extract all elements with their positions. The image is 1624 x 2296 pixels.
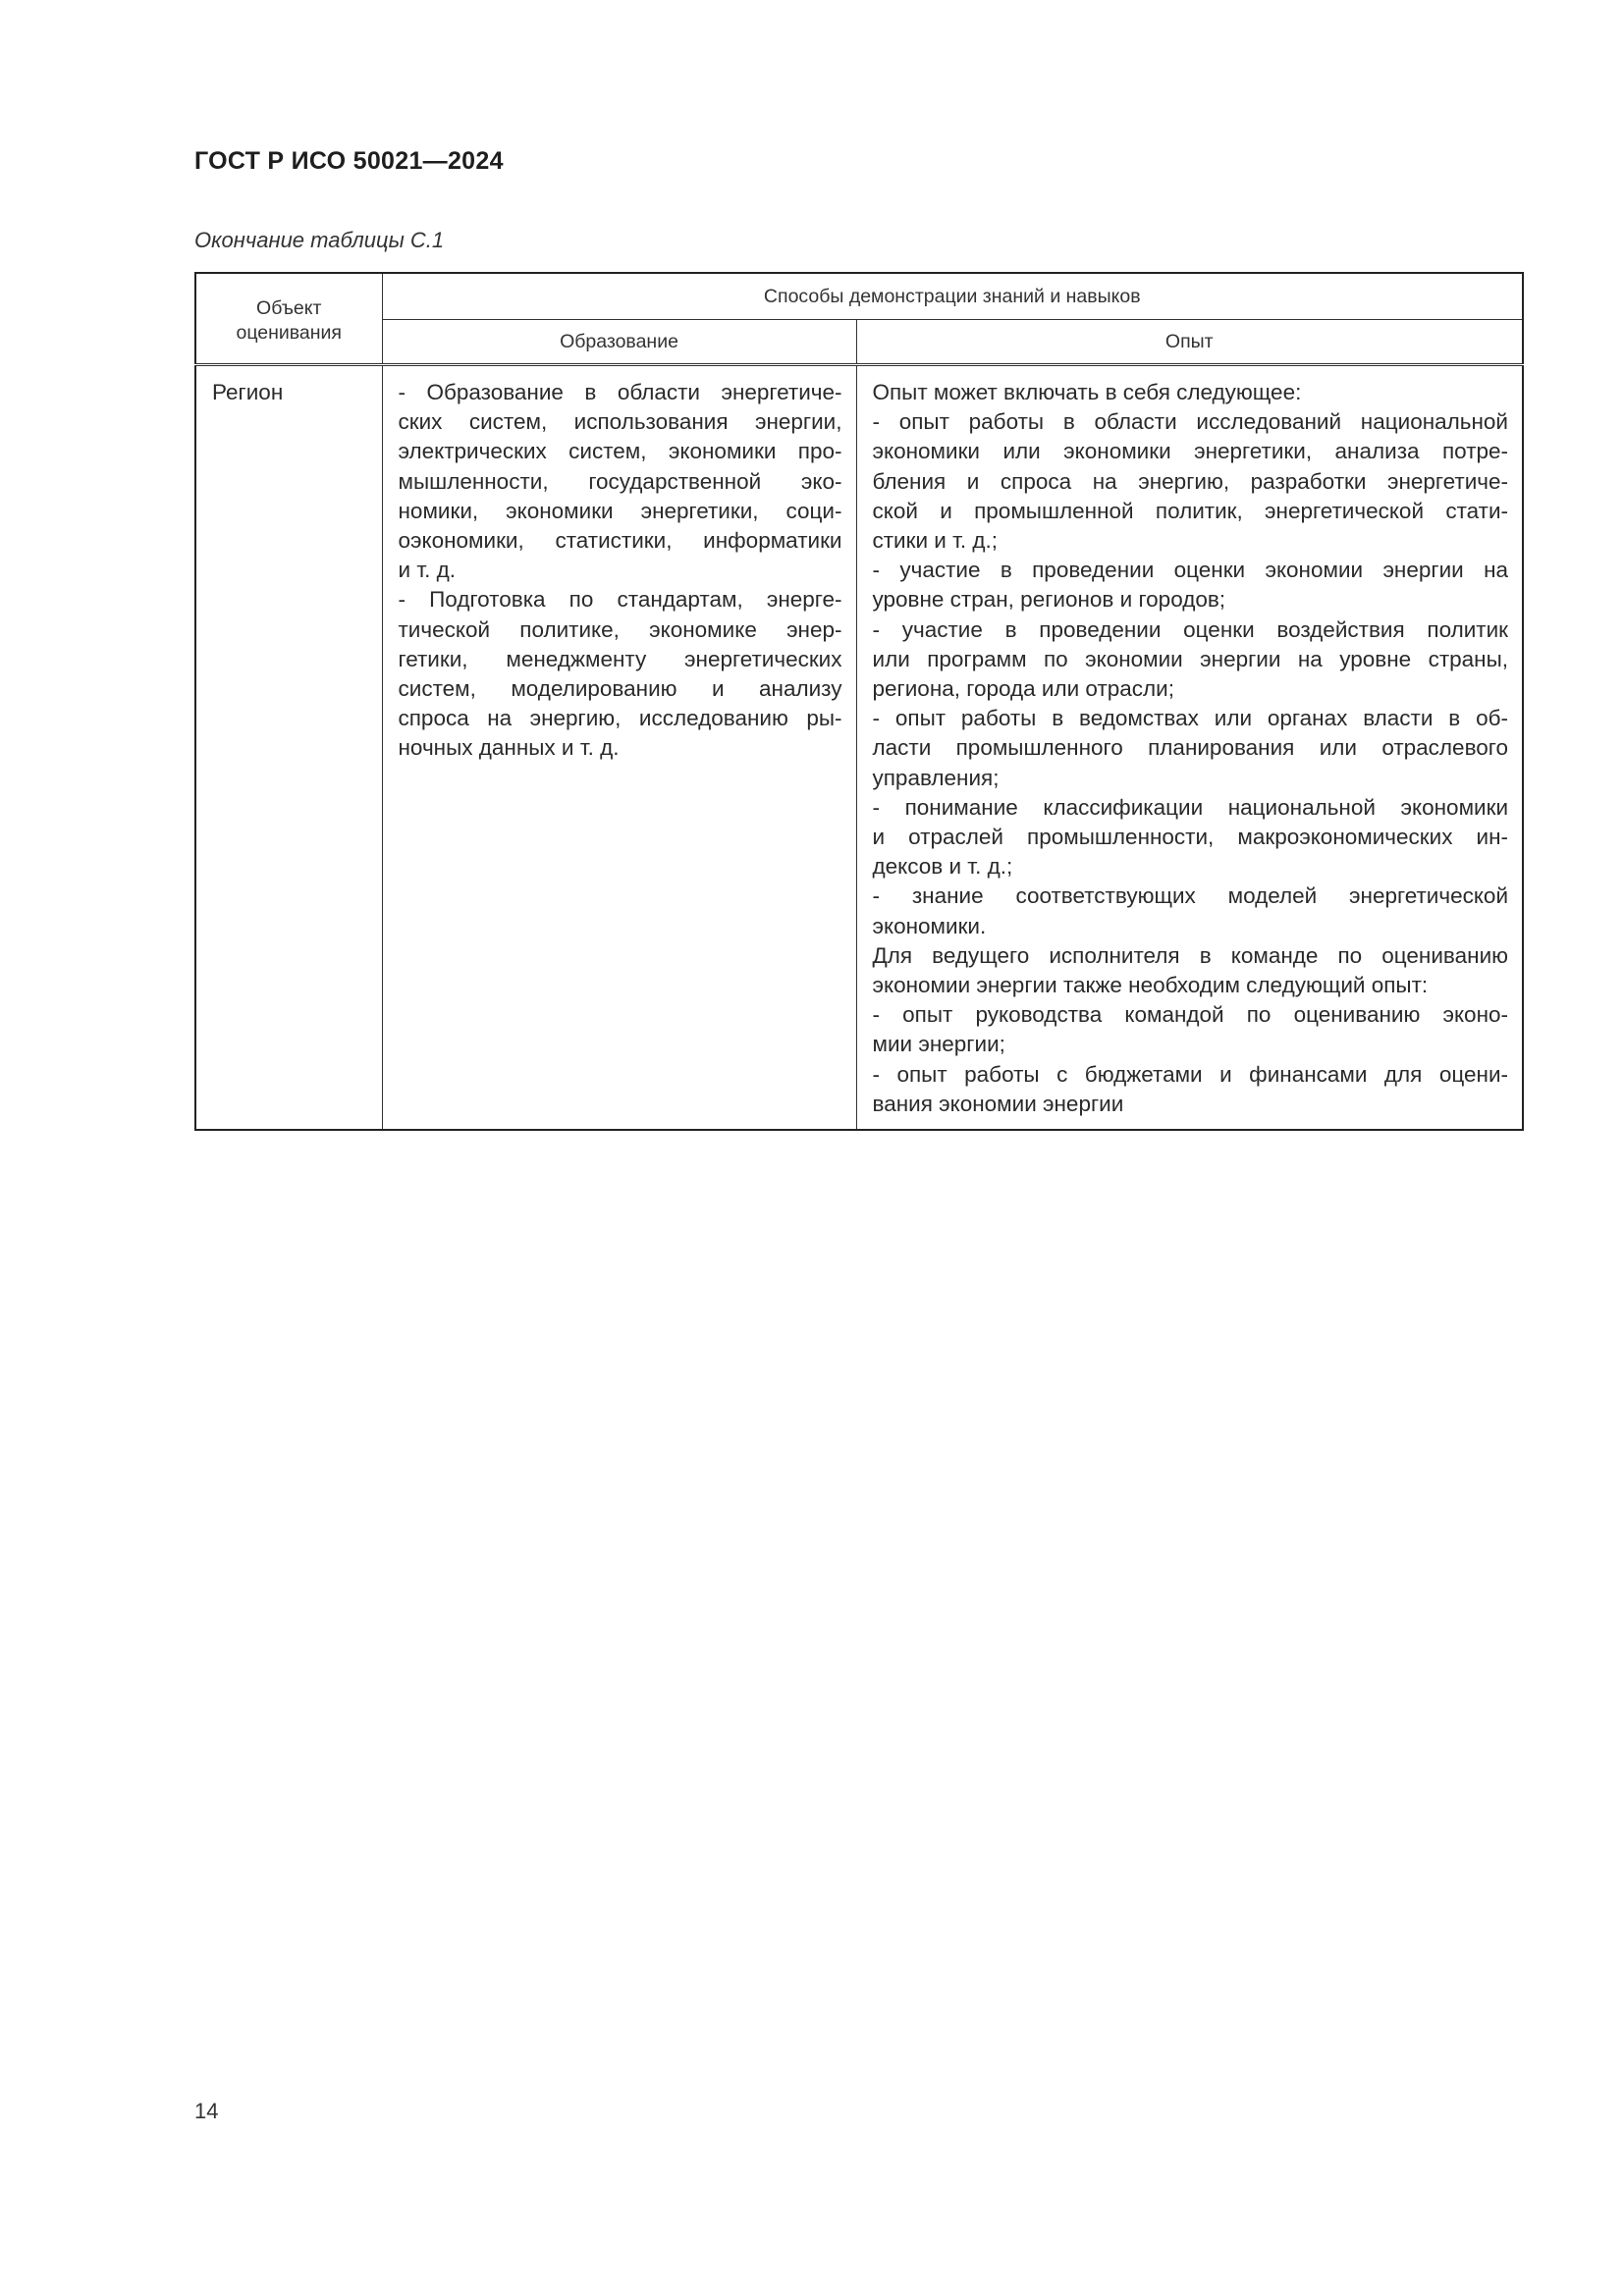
- text-line: ских систем, использования энергии,: [398, 409, 842, 435]
- page-number: 14: [194, 2099, 219, 2123]
- text-line: бления и спроса на энергию, разработки энергетиче-: [872, 468, 1509, 494]
- cell-education: [382, 365, 856, 1131]
- text-line: мии энергии;: [872, 1032, 1005, 1057]
- cell-experience: [856, 365, 1523, 1131]
- text-line: и отраслей промышленности, макроэкономических ин-: [872, 825, 1509, 850]
- table-header-row: [195, 273, 1523, 320]
- table-subheader-row: [195, 320, 1523, 365]
- text-line: экономики или экономики энергетики, анализа потре-: [872, 439, 1509, 464]
- text-line: вания экономии энергии: [872, 1091, 1124, 1116]
- text-line: - опыт работы в области исследований национальной: [872, 409, 1509, 435]
- cell-object-region: Регион: [195, 365, 382, 1131]
- text-line: управления;: [872, 765, 1000, 790]
- text-line: - участие в проведении оценки воздействия политик: [872, 616, 1509, 642]
- text-line: - участие в проведении оценки экономии энергии на: [872, 558, 1509, 583]
- text-line: мышленности, государственной эко-: [398, 468, 842, 494]
- text-line: номики, экономики энергетики, соци-: [398, 498, 842, 523]
- text-line: стики и т. д.;: [872, 528, 999, 554]
- text-line: экономии энергии также необходим следующий опыт:: [872, 973, 1429, 998]
- text-line: и т. д.: [398, 558, 457, 583]
- text-line: систем, моделированию и анализу: [398, 676, 842, 702]
- text-line: тической политике, экономике энер-: [398, 616, 842, 642]
- header-object: [195, 273, 382, 365]
- header-education: Образование: [382, 320, 856, 365]
- text-line: или программ по экономии энергии на уровне страны,: [872, 646, 1509, 671]
- text-line: электрических систем, экономики про-: [398, 439, 842, 464]
- table-caption: Окончание таблицы С.1: [194, 228, 445, 252]
- text-line: дексов и т. д.;: [872, 854, 1013, 880]
- header-experience: Опыт: [856, 320, 1523, 365]
- text-line: - Образование в области энергетиче-: [398, 380, 842, 404]
- header-methods: Способы демонстрации знаний и навыков: [382, 273, 1523, 320]
- text-line: Опыт может включать в себя следующее:: [872, 380, 1302, 404]
- header-object-line1: Объект: [256, 296, 322, 319]
- text-line: экономики.: [872, 913, 987, 938]
- table-row: [195, 365, 1523, 1131]
- document-code: ГОСТ Р ИСО 50021—2024: [194, 147, 504, 175]
- competence-table: [194, 272, 1524, 1131]
- text-line: - опыт работы с бюджетами и финансами для оцени-: [872, 1061, 1509, 1087]
- text-line: региона, города или отрасли;: [872, 676, 1174, 702]
- text-line: ласти промышленного планирования или отраслевого: [872, 735, 1509, 761]
- text-line: - понимание классификации национальной экономики: [872, 794, 1509, 820]
- text-line: ночных данных и т. д.: [398, 735, 620, 761]
- text-line: - знание соответствующих моделей энергетической: [872, 883, 1509, 909]
- text-line: спроса на энергию, исследованию ры-: [398, 706, 842, 731]
- text-line: ской и промышленной политик, энергетической стати-: [872, 498, 1509, 523]
- text-line: оэкономики, статистики, информатики: [398, 528, 842, 554]
- text-line: уровне стран, регионов и городов;: [872, 587, 1226, 613]
- text-line: гетики, менеджменту энергетических: [398, 646, 842, 671]
- text-line: - опыт работы в ведомствах или органах власти в об-: [872, 706, 1509, 731]
- text-line: Для ведущего исполнителя в команде по оцениванию: [872, 942, 1509, 968]
- text-line: - опыт руководства командой по оцениванию эконо-: [872, 1002, 1509, 1028]
- text-line: - Подготовка по стандартам, энерге-: [398, 587, 842, 613]
- header-object-line2: оценивания: [236, 321, 342, 344]
